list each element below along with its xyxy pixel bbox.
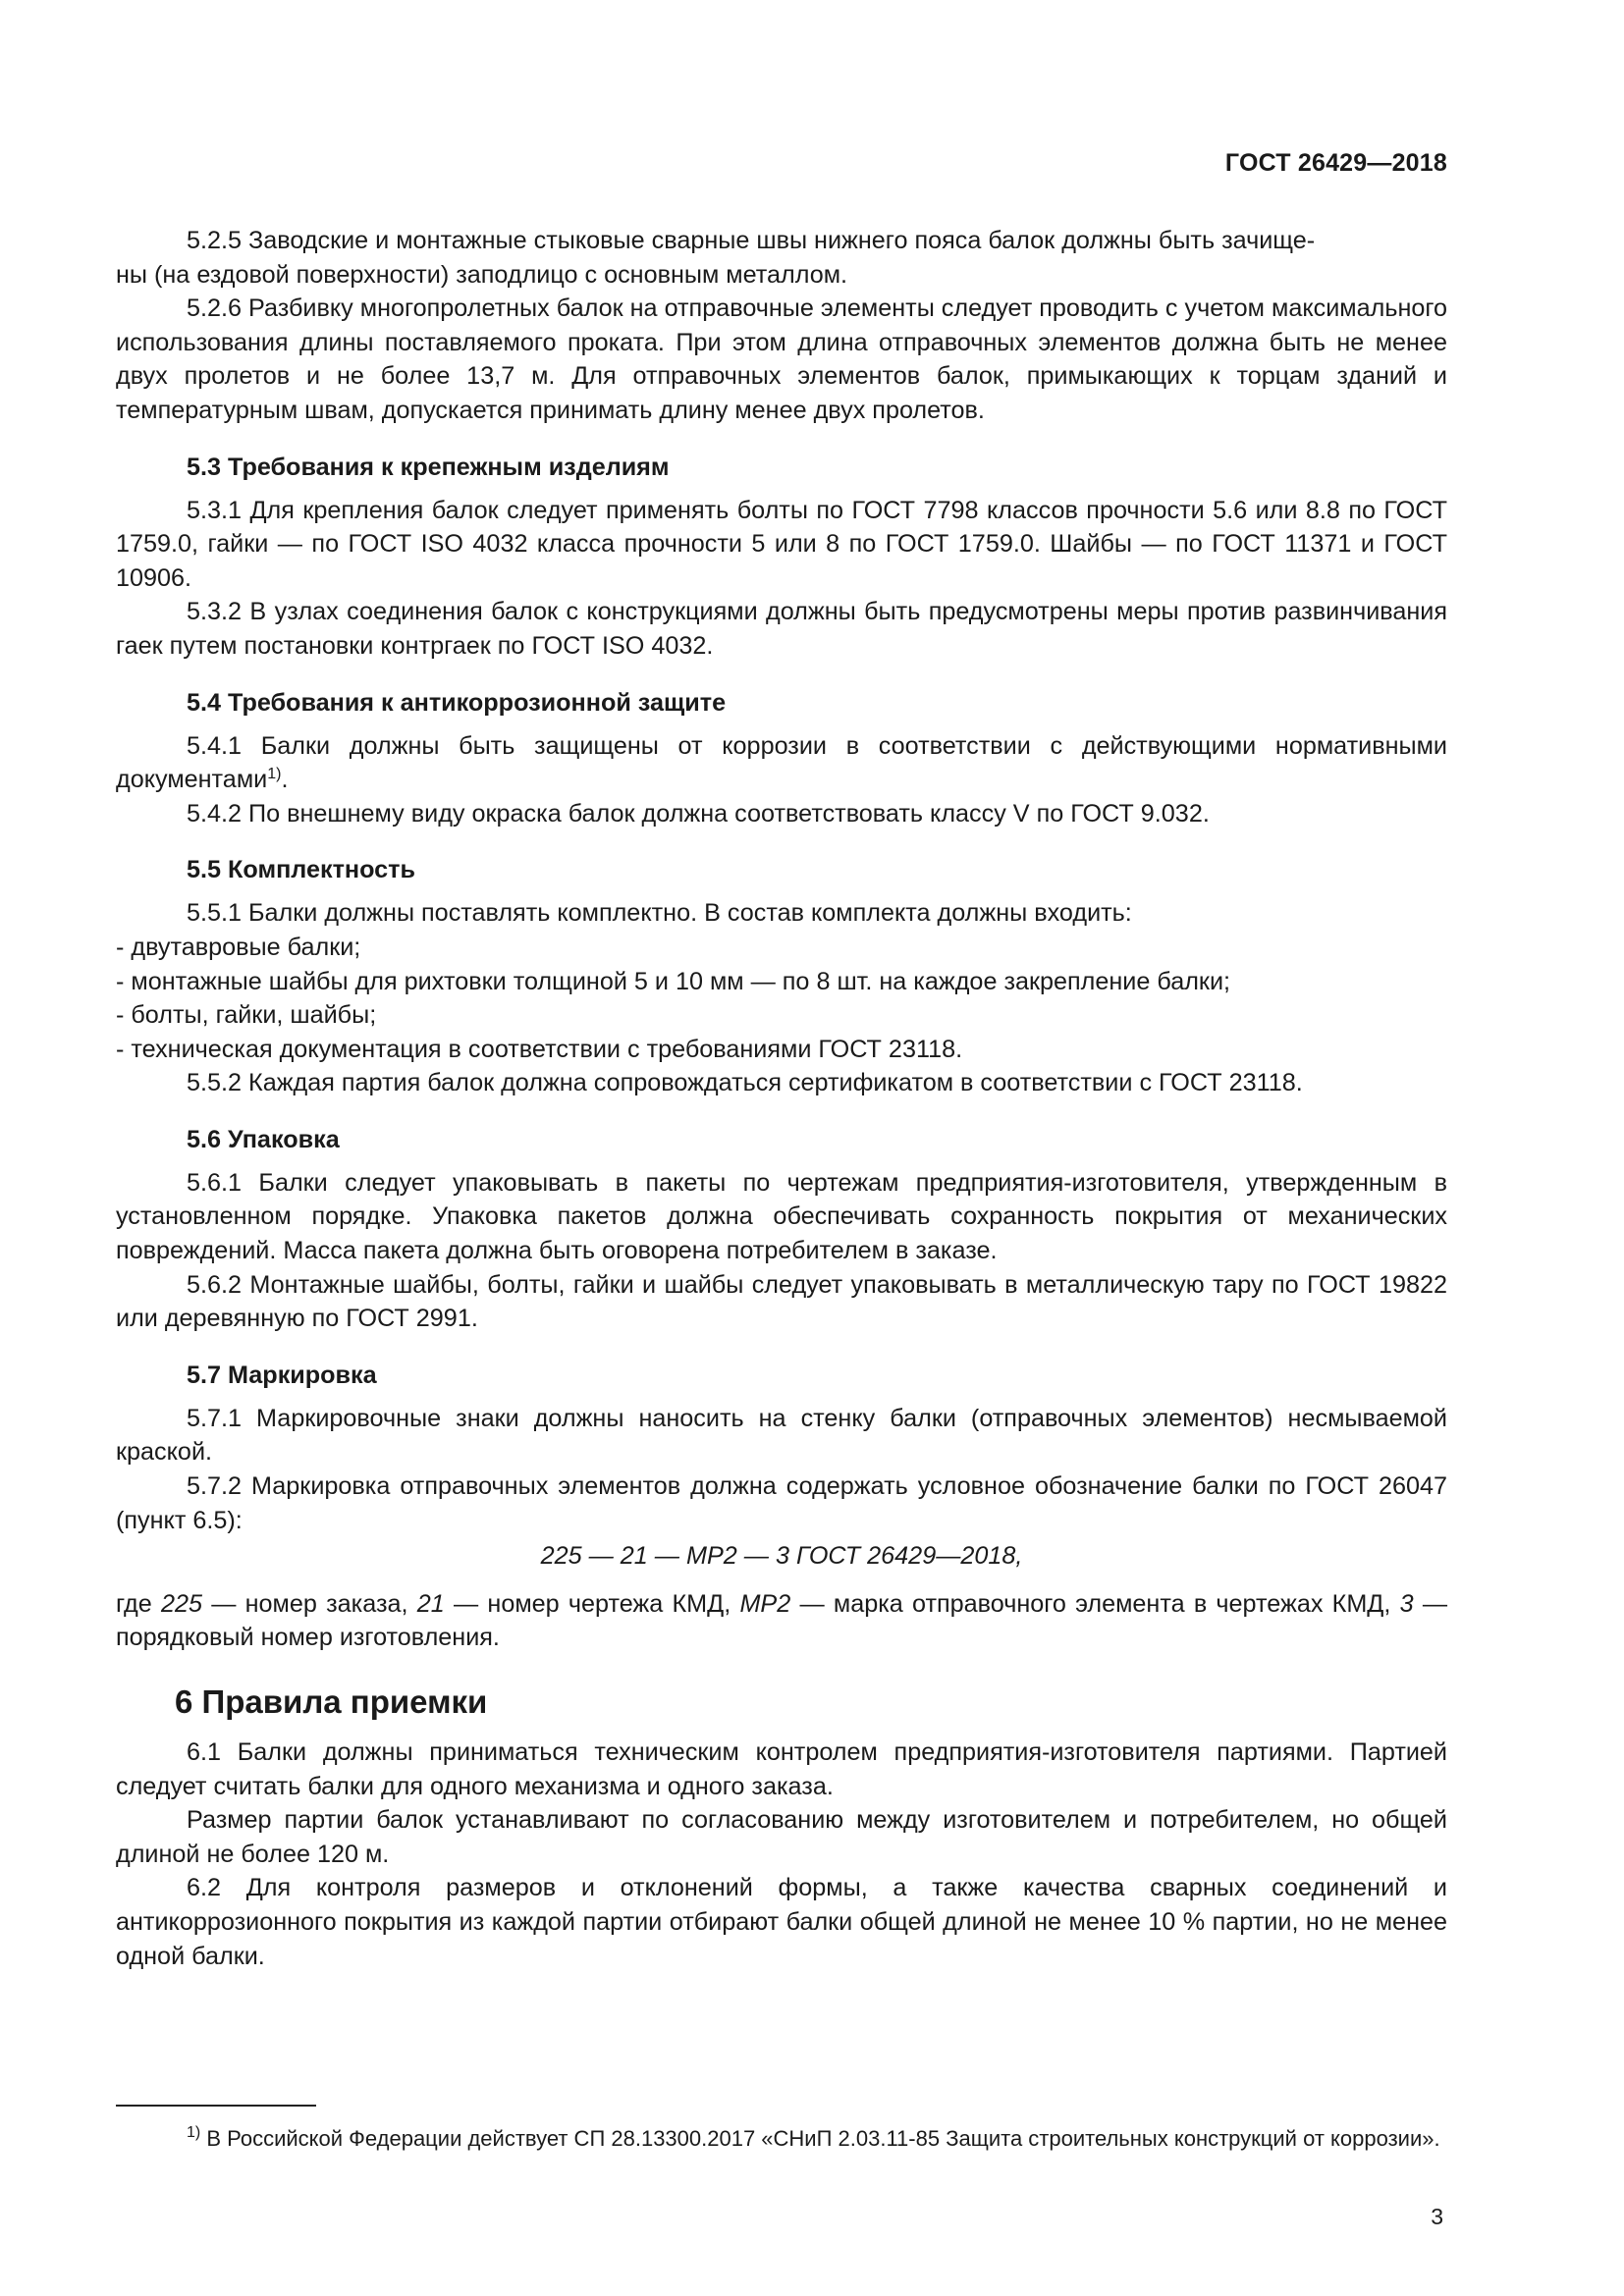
list-item: - двутавровые балки; [116,933,361,961]
clause-5-4-1-end: . [281,766,289,794]
clause-6-1: 6.1 Балки должны приниматься техническим контролем предприятия-изготовителя партиями. Партией следует считать балки для одного механизма и одного заказа. [116,1738,1447,1800]
footnote-separator [116,2105,316,2107]
clause-5-2-5-line1: 5.2.5 Заводские и монтажные стыковые сварные швы нижнего пояса балок должны быть зачище- [187,227,1316,254]
clause-5-6-2: 5.6.2 Монтажные шайбы, болты, гайки и шайбы следует упаковывать в металлическую тару по ГОСТ 19822 или деревянную по ГОСТ 2991. [116,1270,1447,1333]
formula-explanation [116,1587,1447,1655]
clause-5-2-6: 5.2.6 Разбивку многопролетных балок на отправочные элементы следует проводить с учетом максимального использования длины поставляемого проката. При этом длина отправочных элементов должна быть не менее двух пролетов и не более 13,7 м. Для отправочных элементов балок, примыкающих к торцам зданий и температурным швам, допускается принимать длину менее двух пролетов. [116,294,1447,424]
explanation-var-serial: 3 [1399,1589,1414,1618]
explanation-var-order: 225 [160,1589,203,1618]
explanation-text: — марка отправочного элемента в чертежах КМД, [790,1589,1400,1618]
page-number: 3 [1431,2204,1443,2229]
explanation-var-drawing: 21 [416,1589,445,1618]
section-heading-5-7: 5.7 Маркировка [187,1361,377,1389]
explanation-text: — номер заказа, [202,1589,417,1618]
section-heading-5-4: 5.4 Требования к антикоррозионной защите [187,688,727,717]
section-heading-5-3: 5.3 Требования к крепежным изделиям [187,453,670,481]
footnote-text [116,2123,1447,2154]
section-heading-6: 6 Правила приемки [175,1683,488,1720]
section-heading-5-5: 5.5 Комплектность [187,856,415,884]
document-body [116,224,1447,1973]
clause-5-4-1 [116,729,1447,797]
footnote-body: В Российской Федерации действует СП 28.13300.2017 «СНиП 2.03.11-85 Защита строительных конструкций от коррозии». [200,2126,1440,2151]
clause-6-1-batch-size: Размер партии балок устанавливают по согласованию между изготовителем и потребителем, но общей длиной не более 120 м. [116,1806,1447,1868]
clause-5-3-1: 5.3.1 Для крепления балок следует применять болты по ГОСТ 7798 классов прочности 5.6 или 8.8 по ГОСТ 1759.0, гайки — по ГОСТ ISO 4032 класса прочности 5 или 8 по ГОСТ 1759.0. Шайбы — по ГОСТ 11371 и ГОСТ 10906. [116,496,1447,592]
footnote-mark: 1) [187,2124,201,2141]
clause-5-7-1: 5.7.1 Маркировочные знаки должны наносить на стенку балки (отправочных элементов) несмываемой краской. [116,1404,1447,1467]
clause-5-6-1: 5.6.1 Балки следует упаковывать в пакеты по чертежам предприятия-изготовителя, утвержденным в установленном порядке. Упаковка пакетов должна обеспечивать сохранность покрытия от механических повреждений. Масса пакета должна быть оговорена потребителем в заказе. [116,1168,1447,1265]
clause-5-4-2: 5.4.2 По внешнему виду окраска балок должна соответствовать классу V по ГОСТ 9.032. [187,799,1210,828]
explanation-text: — номер чертежа КМД, [444,1589,740,1618]
clause-5-5-2: 5.5.2 Каждая партия балок должна сопровождаться сертификатом в соответствии с ГОСТ 23118. [187,1069,1303,1097]
clause-5-4-1-text: 5.4.1 Балки должны быть защищены от коррозии в соответствии с действующими нормативными документами [116,731,1447,794]
clause-5-7-2: 5.7.2 Маркировка отправочных элементов должна содержать условное обозначение балки по ГОСТ 26047 (пункт 6.5): [116,1472,1447,1534]
clause-6-2: 6.2 Для контроля размеров и отклонений формы, а также качества сварных соединений и антикоррозионного покрытия из каждой партии отбирают балки общей длиной не менее 10 % партии, но не менее одной балки. [116,1874,1447,1970]
list-item: - техническая документация в соответствии с требованиями ГОСТ 23118. [116,1035,963,1063]
list-item: - монтажные шайбы для рихтовки толщиной 5 и 10 мм — по 8 шт. на каждое закрепление балки; [116,967,1231,995]
explanation-var-mark: МР2 [739,1589,791,1618]
footnote-reference: 1) [267,766,282,783]
list-item: - болты, гайки, шайбы; [116,1001,377,1030]
document-code-header: ГОСТ 26429—2018 [1224,149,1447,177]
clause-5-2-5 [116,224,1447,292]
explanation-text: где [116,1589,161,1618]
section-heading-5-6: 5.6 Упаковка [187,1125,340,1153]
marking-formula: 225 — 21 — МР2 — 3 ГОСТ 26429—2018, [540,1542,1023,1571]
footnote [116,2123,1447,2154]
clause-5-2-5-line2: ны (на ездовой поверхности) заподлицо с основным металлом. [116,260,848,289]
explanation-text: — порядковый номер изготовления. [116,1589,1448,1652]
clause-5-3-2: 5.3.2 В узлах соединения балок с конструкциями должны быть предусмотрены меры против развинчивания гаек путем постановки контргаек по ГОСТ ISO 4032. [116,598,1447,660]
clause-5-5-1: 5.5.1 Балки должны поставлять комплектно. В состав комплекта должны входить: [187,899,1132,928]
